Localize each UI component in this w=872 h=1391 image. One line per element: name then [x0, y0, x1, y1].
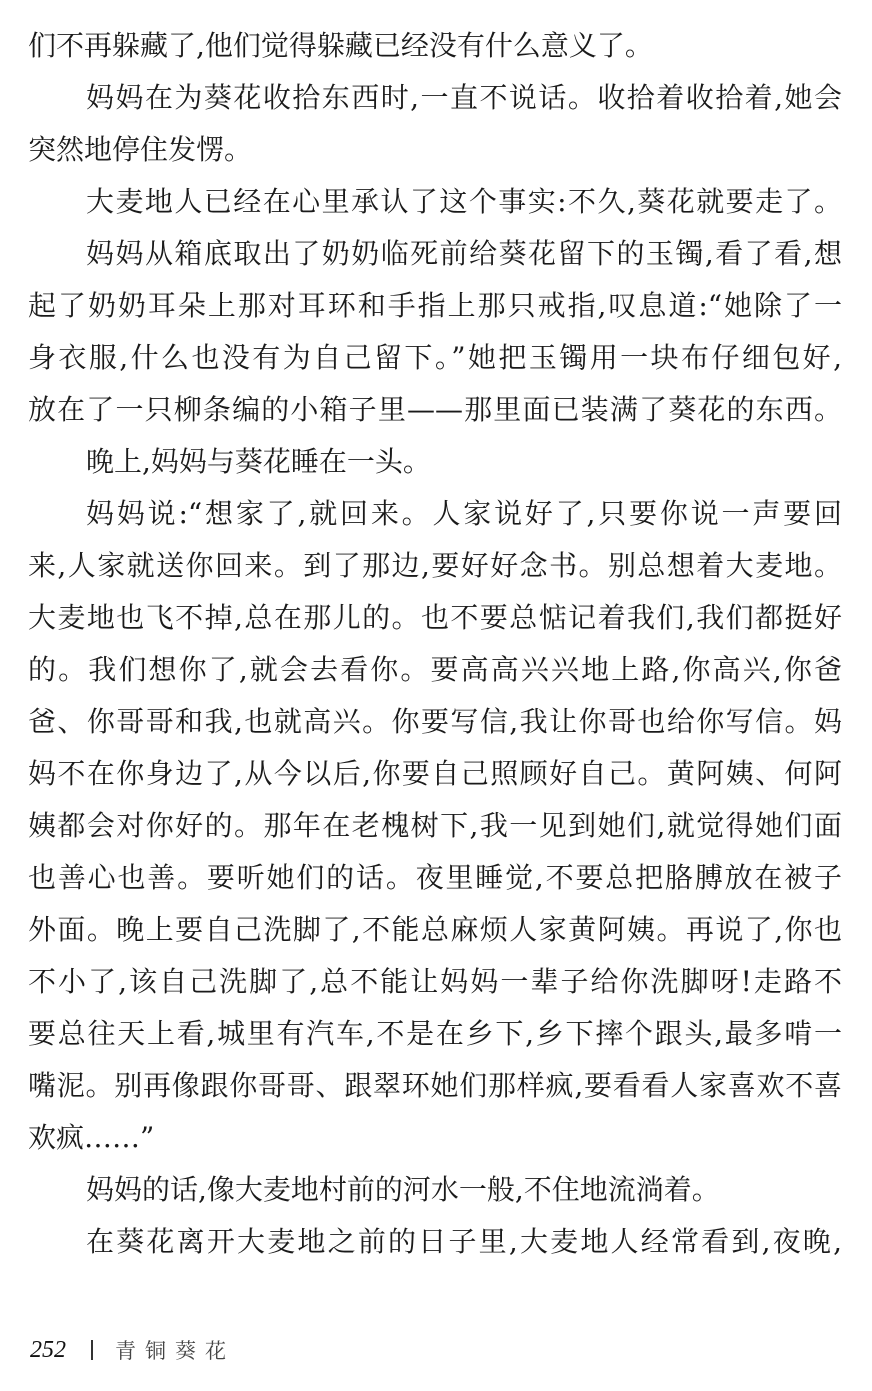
text-line: 妈不在你身边了,从今以后,你要自己照顾好自己。黄阿姨、何阿 [28, 757, 842, 790]
text-line: 大麦地也飞不掉,总在那儿的。也不要总惦记着我们,我们都挺好 [28, 601, 842, 634]
text-line: 在葵花离开大麦地之前的日子里,大麦地人经常看到,夜晚, [86, 1225, 842, 1258]
text-line: 妈妈在为葵花收拾东西时,一直不说话。收拾着收拾着,她会 [86, 81, 842, 114]
footer-separator [91, 1340, 93, 1360]
text-line: 外面。晚上要自己洗脚了,不能总麻烦人家黄阿姨。再说了,你也 [28, 913, 842, 946]
text-line: 晚上,妈妈与葵花睡在一头。 [86, 445, 431, 478]
text-line: 放在了一只柳条编的小箱子里——那里面已装满了葵花的东西。 [28, 393, 842, 426]
text-line: 的。我们想你了,就会去看你。要高高兴兴地上路,你高兴,你爸 [28, 653, 842, 686]
page-footer [30, 1330, 235, 1370]
text-line: 不小了,该自己洗脚了,总不能让妈妈一辈子给你洗脚呀!走路不 [28, 965, 842, 998]
text-line: 妈妈的话,像大麦地村前的河水一般,不住地流淌着。 [86, 1173, 720, 1206]
text-line: 妈妈说:“想家了,就回来。人家说好了,只要你说一声要回 [86, 497, 842, 530]
text-line: 爸、你哥哥和我,也就高兴。你要写信,我让你哥也给你写信。妈 [28, 705, 842, 738]
text-line: 们不再躲藏了,他们觉得躲藏已经没有什么意义了。 [28, 29, 653, 62]
book-title: 青铜葵花 [115, 1339, 235, 1363]
text-line: 也善心也善。要听她们的话。夜里睡觉,不要总把胳膊放在被子 [28, 861, 842, 894]
text-line: 来,人家就送你回来。到了那边,要好好念书。别总想着大麦地。 [28, 549, 842, 582]
text-line: 起了奶奶耳朵上那对耳环和手指上那只戒指,叹息道:“她除了一 [28, 289, 842, 322]
body-text [28, 20, 842, 1268]
text-line: 欢疯……” [28, 1121, 155, 1154]
text-line: 身衣服,什么也没有为自己留下。”她把玉镯用一块布仔细包好, [28, 341, 842, 374]
text-line: 嘴泥。别再像跟你哥哥、跟翠环她们那样疯,要看看人家喜欢不喜 [28, 1069, 842, 1102]
text-line: 姨都会对你好的。那年在老槐树下,我一见到她们,就觉得她们面 [28, 809, 842, 842]
text-line: 要总往天上看,城里有汽车,不是在乡下,乡下摔个跟头,最多啃一 [28, 1017, 842, 1050]
text-line: 妈妈从箱底取出了奶奶临死前给葵花留下的玉镯,看了看,想 [86, 237, 842, 270]
text-line: 突然地停住发愣。 [28, 133, 253, 166]
text-line: 大麦地人已经在心里承认了这个事实:不久,葵花就要走了。 [86, 185, 842, 218]
page-number: 252 [30, 1336, 66, 1363]
